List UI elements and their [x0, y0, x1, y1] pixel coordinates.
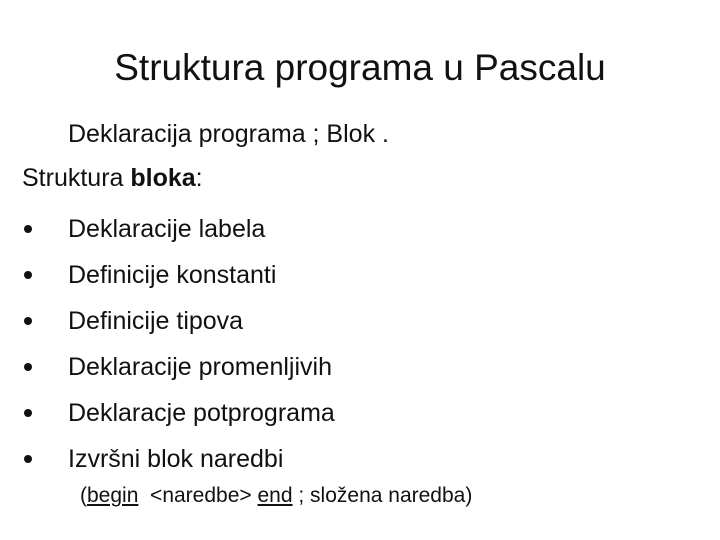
note-open-paren: (: [80, 484, 87, 507]
end-keyword: end: [257, 484, 293, 507]
list-item-text: Izvršni blok naredbi: [68, 445, 284, 473]
compound-statement-note: [80, 482, 472, 510]
list-item-text: Definicije tipova: [68, 307, 244, 335]
bullet-icon: [24, 271, 32, 279]
program-declaration: Deklaracija programa ; Blok .: [68, 120, 389, 148]
slide-title: Struktura programa u Pascalu: [114, 47, 606, 88]
structure-suffix: :: [195, 164, 203, 192]
list-item: [22, 344, 335, 390]
note-tail: ; složena naredba): [292, 484, 473, 507]
bullet-icon: [24, 409, 32, 417]
bullet-icon: [24, 317, 32, 325]
list-item: [22, 252, 335, 298]
block-structure-heading: [22, 162, 203, 194]
list-item: [22, 390, 335, 436]
list-item-text: Deklaracije labela: [68, 215, 266, 243]
list-item: [22, 298, 335, 344]
begin-keyword: begin: [87, 484, 139, 507]
list-item: [22, 436, 335, 482]
note-middle: <naredbe>: [138, 484, 258, 507]
list-item: [22, 206, 335, 252]
block-parts-list: [22, 206, 335, 482]
bullet-icon: [24, 225, 32, 233]
structure-prefix: Struktura: [22, 164, 131, 192]
list-item-text: Deklaracje potprograma: [68, 399, 335, 427]
bullet-icon: [24, 363, 32, 371]
structure-bold-word: bloka: [130, 164, 196, 192]
bullet-icon: [24, 455, 32, 463]
list-item-text: Deklaracije promenljivih: [68, 353, 332, 381]
list-item-text: Definicije konstanti: [68, 261, 277, 289]
